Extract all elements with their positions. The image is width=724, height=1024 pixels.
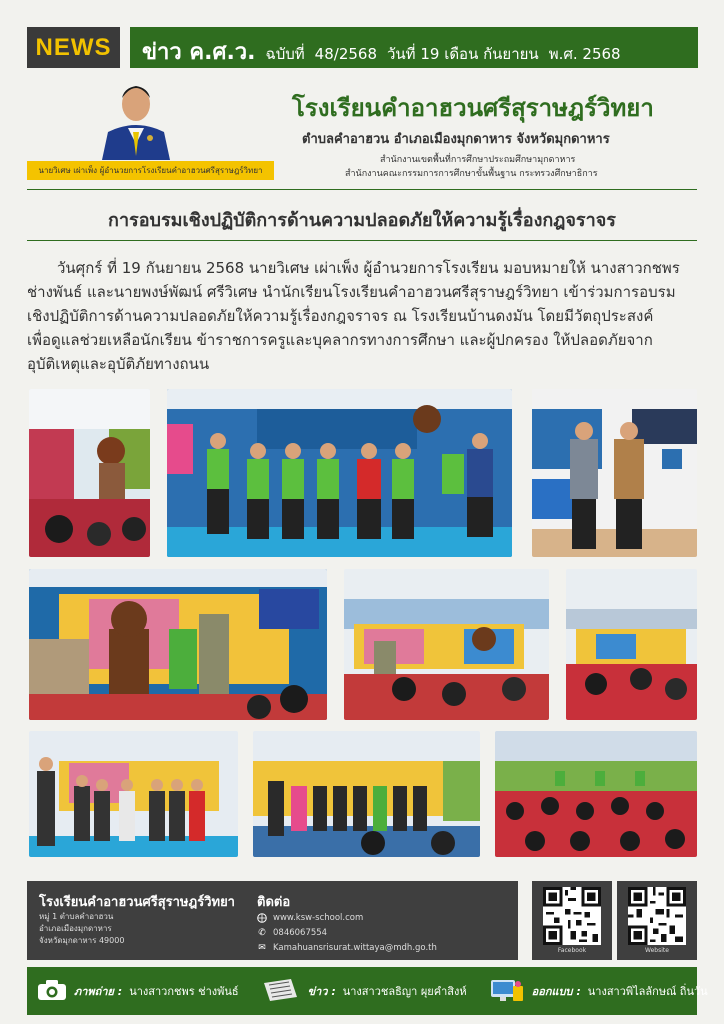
article-line: อุบัติเหตุและอุบัติภัยทางถนน (27, 355, 210, 373)
office-line-primary: สำนักงานเขตพื้นที่การศึกษาประถมศึกษามุกดาหาร (380, 155, 576, 165)
credits-bar (27, 967, 708, 1015)
photo-credit-label: ภาพถ่าย : (74, 985, 123, 998)
phone-number[interactable]: 0846067554 (273, 928, 328, 938)
event-photo (495, 731, 697, 857)
school-name: โรงเรียนคำอาฮวนศรีสุราษฎร์วิทยา (292, 94, 654, 122)
qr-label: Facebook (557, 947, 587, 954)
article-line: เพื่อดูแลช่วยเหลือนักเรียน ข้าราชการครูและบุคลากรทางการศึกษา และผู้ปกครอง ให้ปลอดภัยจาก (27, 331, 653, 349)
news-credit (261, 977, 467, 1006)
article-line: วันศุกร์ ที่ 19 กันยายน 2568 นายวิเศษ เผ่าเพ็ง ผู้อำนวยการโรงเรียน มอบหมายให้ นางสาวกชพร (57, 259, 680, 277)
issue-year: พ.ศ. 2568 (548, 45, 621, 63)
event-photo (167, 389, 512, 557)
news-credit-name: นางสาวชลธิญา ผุยคำสิงห์ (342, 985, 467, 998)
website-row[interactable] (257, 913, 363, 923)
email-row[interactable] (257, 943, 437, 953)
facebook-qr-code[interactable] (543, 887, 601, 945)
contact-panel (27, 881, 518, 960)
email-icon: ✉ (258, 943, 266, 953)
newspaper-icon (261, 977, 301, 1006)
address-line: จังหวัดมุกดาหาร 49000 (39, 936, 125, 945)
event-photo (29, 569, 327, 720)
phone-icon: ✆ (258, 928, 266, 938)
divider (27, 240, 697, 241)
director-photo (98, 72, 174, 160)
event-photo (253, 731, 480, 857)
issue-label: ฉบับที่ (265, 45, 305, 63)
design-credit-name: นางสาวพิไลลักษณ์ ถิ่นวัน (587, 985, 708, 998)
website-qr-code[interactable] (628, 887, 686, 945)
photo-credit (37, 979, 239, 1004)
event-photo (29, 389, 150, 557)
phone-row[interactable] (257, 928, 327, 938)
article-line: เชิงปฏิบัติการด้านความปลอดภัยให้ความรู้เรื่องกฎจราจร ณ โรงเรียนบ้านดงมัน โดยมีวัตถุประสงค์ (27, 307, 654, 325)
news-badge: NEWS (27, 27, 120, 68)
event-photo (344, 569, 549, 720)
footer-school-name: โรงเรียนคำอาฮวนศรีสุราษฎร์วิทยา (39, 895, 235, 910)
issue-bar (130, 27, 698, 68)
director-caption: นายวิเศษ เผ่าเพ็ง ผู้อำนวยการโรงเรียนคำอาฮวนศรีสุราษฎร์วิทยา (27, 161, 274, 180)
facebook-qr-card[interactable] (532, 881, 612, 960)
design-credit-label: ออกแบบ : (531, 985, 581, 998)
email-address[interactable]: Kamahuansrisurat.wittaya@mdh.go.th (273, 943, 437, 953)
event-photo (566, 569, 697, 720)
globe-icon (257, 913, 267, 923)
article-body (27, 256, 697, 376)
news-credit-label: ข่าว : (307, 985, 336, 998)
divider (27, 189, 697, 190)
issue-date: วันที่ 19 เดือน กันยายน (387, 45, 539, 63)
address-line: อำเภอเมืองมุกดาหาร (39, 924, 112, 933)
office-line-basic: สำนักงานคณะกรรมการการศึกษาขั้นพื้นฐาน กระทรวงศึกษาธิการ (345, 169, 598, 179)
contact-title: ติดต่อ (257, 895, 291, 910)
issue-number: 48/2568 (314, 45, 377, 63)
qr-label: Website (645, 947, 669, 954)
photo-credit-name: นางสาวกชพร ช่างพันธ์ (129, 985, 239, 998)
design-tools-icon (489, 976, 525, 1007)
website-link[interactable]: www.ksw-school.com (273, 913, 364, 923)
footer-address (39, 911, 124, 947)
website-qr-card[interactable] (617, 881, 697, 960)
article-line: ช่างพันธ์ และนายพงษ์พัฒน์ ศรีวิเศษ นำนักเรียนโรงเรียนคำอาฮวนศรีสุราษฎร์วิทยา เข้าร่วมการอบรม (27, 283, 676, 301)
design-credit (489, 976, 708, 1007)
school-address: ตำบลคำอาฮวน อำเภอเมืองมุกดาหาร จังหวัดมุกดาหาร (302, 132, 610, 147)
event-photo (532, 389, 697, 557)
newsletter-title: ข่าว ค.ศ.ว. (142, 40, 256, 65)
event-photo (29, 731, 238, 857)
camera-icon (37, 979, 67, 1004)
article-headline: การอบรมเชิงปฏิบัติการด้านความปลอดภัยให้ความรู้เรื่องกฎจราจร (108, 210, 616, 231)
address-line: หมู่ 1 ตำบลคำอาฮวน (39, 912, 114, 921)
